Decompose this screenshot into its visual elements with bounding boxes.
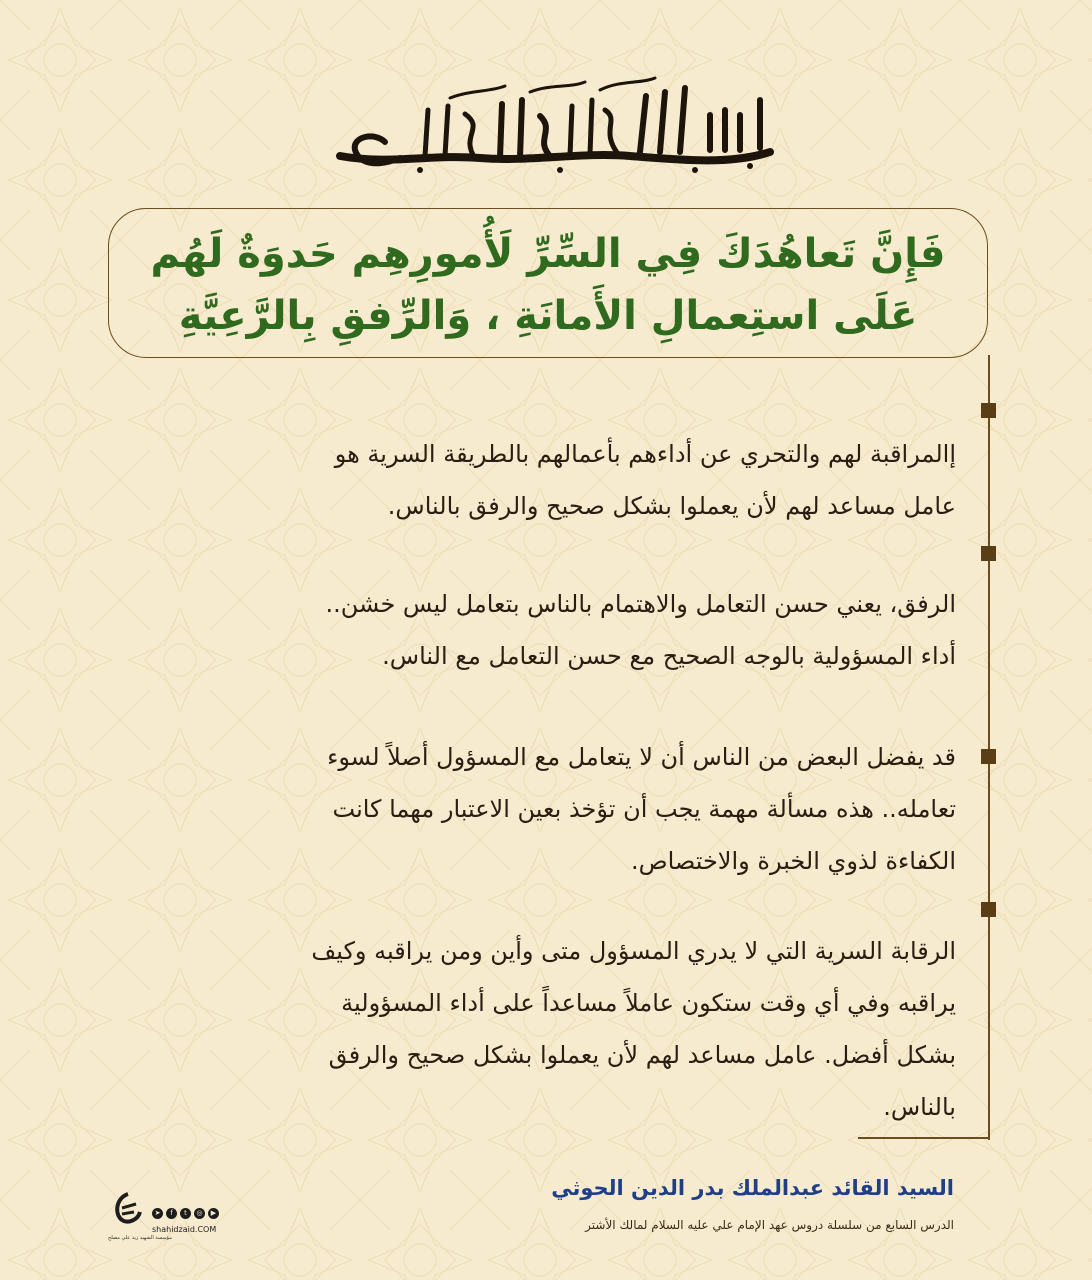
paragraph-line: عامل مساعد لهم لأن يعملوا بشكل صحيح والرفق بالناس. [387,492,956,520]
paragraph-4 [108,925,956,1133]
paragraph-line: بالناس. [883,1093,956,1121]
paragraph-2 [108,578,956,682]
paragraph-line: قد يفضل البعض من الناس أن لا يتعامل مع المسؤول أصلاً لسوء [327,743,956,771]
bullet-marker-4 [981,902,996,917]
twitter-icon[interactable]: t [180,1208,191,1219]
quote-line-1: فَإِنَّ تَعاهُدَكَ فِي السِّرِّ لَأُمورِهِم حَدوَةٌ لَهُم [150,231,946,277]
timeline-line [988,355,990,1140]
instagram-icon[interactable]: ◎ [194,1208,205,1219]
telegram-icon[interactable]: ➤ [152,1208,163,1219]
quote-box [108,208,988,358]
paragraph-line: الرقابة السرية التي لا يدري المسؤول متى وأين ومن يراقبه وكيف [311,937,956,965]
paragraph-line: أداء المسؤولية بالوجه الصحيح مع حسن التعامل مع الناس. [382,642,956,670]
paragraph-line: يراقبه وفي أي وقت ستكون عاملاً مساعداً على أداء المسؤولية [341,989,956,1017]
bullet-marker-3 [981,749,996,764]
organization-logo [108,1190,148,1236]
bullet-marker-1 [981,403,996,418]
paragraph-1 [108,428,956,532]
timeline-end-line [858,1137,990,1139]
facebook-icon[interactable]: f [166,1208,177,1219]
quote-line-2: عَلَى استِعمالِ الأَمانَةِ ، وَالرِّفقِ بِالرَّعِيَّةِ [178,293,918,339]
series-caption: الدرس السابع من سلسلة دروس عهد الإمام علي عليه السلام لمالك الأشتر [585,1218,954,1232]
basmala-calligraphy [300,70,790,175]
paragraph-line: الرفق، يعني حسن التعامل والاهتمام بالناس بتعامل ليس خشن.. [325,590,956,618]
paragraph-line: الكفاءة لذوي الخبرة والاختصاص. [630,847,956,875]
paragraph-line: بشكل أفضل. عامل مساعد لهم لأن يعملوا بشكل صحيح والرفق [328,1041,956,1069]
social-icons [152,1208,219,1219]
organization-name: مؤسسة الشهيد زيد علي مصلح [108,1235,172,1241]
paragraph-3 [108,731,956,887]
paragraph-line: تعامله.. هذه مسألة مهمة يجب أن تؤخذ بعين الاعتبار مهما كانت [332,795,956,823]
paragraph-line: إالمراقبة لهم والتحري عن أداءهم بأعمالهم بالطريقة السرية هو [334,440,956,468]
website-link[interactable]: shahidzaid.COM [152,1225,217,1234]
author-name: السيد القائد عبدالملك بدر الدين الحوثي [551,1176,954,1200]
youtube-icon[interactable]: ▶ [208,1208,219,1219]
bullet-marker-2 [981,546,996,561]
